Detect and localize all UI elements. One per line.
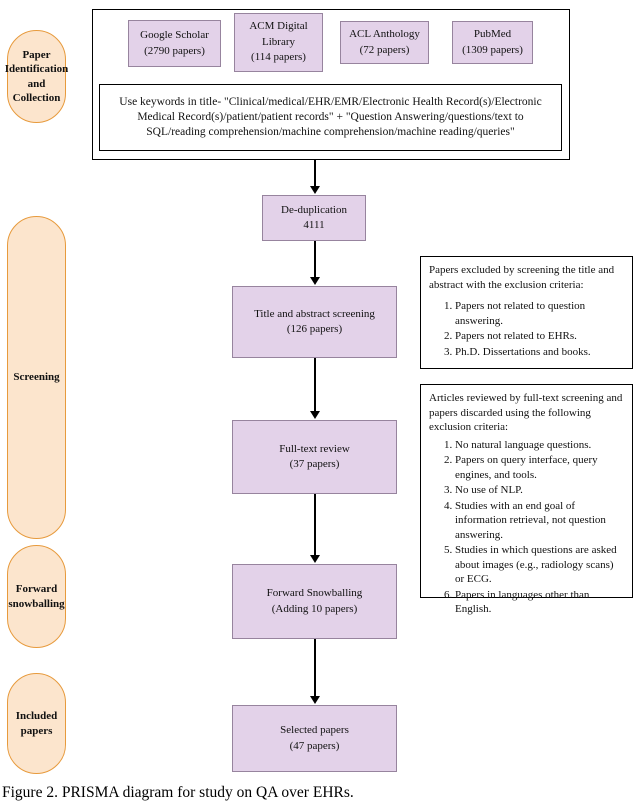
stage-label: Included papers xyxy=(15,710,58,737)
down-arrow xyxy=(314,639,316,697)
keywords-box xyxy=(99,84,562,151)
flow-box-full-text-review xyxy=(232,420,397,494)
flow-box-selected-papers xyxy=(232,705,397,772)
exclusion-list xyxy=(429,299,624,359)
stage-pill-included-papers xyxy=(7,673,66,774)
keywords-text: Use keywords in title- "Clinical/medical/EHR/EMR/Electronic Health Record(s)/Electronic Medical Record(s)/patient/patient records" + "Question Answering/questions/text to SQL/reading comprehension/machine comprehension/machine reading/queries" xyxy=(119,95,542,139)
exclusion-item: 1. Papers not related to question answering. xyxy=(455,299,624,328)
stage-pill-identification xyxy=(4,30,69,123)
source-name: Google Scholar xyxy=(140,29,209,42)
stage-label: Paper Identification and Collection xyxy=(4,48,69,104)
exclusion-item: 3. No use of NLP. xyxy=(455,483,624,498)
exclusion-box-full-text xyxy=(420,384,633,616)
exclusion-box-title-abstract xyxy=(420,256,633,369)
source-count: (114 papers) xyxy=(251,51,306,64)
exclusion-item: 6. Papers in languages other than English. xyxy=(455,588,624,617)
stage-label: Screening xyxy=(13,371,60,384)
down-arrow xyxy=(314,241,316,278)
figure-caption: Figure 2. PRISMA diagram for study on QA over EHRs. xyxy=(2,784,354,801)
exclusion-intro: Papers excluded by screening the title and abstract with the exclusion criteria: xyxy=(429,264,615,291)
source-name: ACL Anthology xyxy=(349,28,420,41)
down-arrow xyxy=(314,494,316,556)
flow-box-title: De-duplication xyxy=(281,203,347,216)
source-box-acl-anthology xyxy=(340,21,429,64)
flow-box-title: Forward Snowballing xyxy=(266,587,363,600)
down-arrow xyxy=(314,160,316,187)
exclusion-item: 1. No natural language questions. xyxy=(455,438,624,453)
flow-box-title-abstract-screening xyxy=(232,286,397,358)
exclusion-item: 4. Studies with an end goal of information retrieval, not question answering. xyxy=(455,499,624,543)
source-box-acm-digital-library xyxy=(234,13,323,72)
flow-box-count: 4111 xyxy=(303,219,325,231)
flow-box-count: (37 papers) xyxy=(289,458,340,470)
flow-box-deduplication xyxy=(262,195,366,241)
source-box-google-scholar xyxy=(128,20,221,67)
source-name: ACM Digital Library xyxy=(249,20,308,48)
flow-box-count: (47 papers) xyxy=(289,739,340,752)
flow-box-title: Title and abstract screening xyxy=(254,307,375,320)
stage-pill-forward-snowballing xyxy=(7,545,66,648)
flow-box-forward-snowballing xyxy=(232,564,397,639)
stage-label: Forward snowballing xyxy=(8,583,65,610)
exclusion-item: 3. Ph.D. Dissertations and books. xyxy=(455,345,624,360)
exclusion-item: 5. Studies in which questions are asked about images (e.g., radiology scans) or ECG. xyxy=(455,543,624,587)
exclusion-list xyxy=(429,438,624,617)
source-count: (72 papers) xyxy=(359,43,410,56)
flow-box-title: Full-text review xyxy=(279,442,350,455)
exclusion-intro: Articles reviewed by full-text screening and papers discarded using the following exclusion criteria: xyxy=(429,392,623,434)
source-count: (1309 papers) xyxy=(462,43,523,56)
down-arrow xyxy=(314,358,316,412)
stage-pill-screening xyxy=(7,216,66,539)
exclusion-item: 2. Papers not related to EHRs. xyxy=(455,329,624,344)
source-name: PubMed xyxy=(473,28,512,41)
flow-box-title: Selected papers xyxy=(280,724,349,737)
source-box-pubmed xyxy=(452,21,533,64)
flow-box-count: (126 papers) xyxy=(286,323,343,335)
source-count: (2790 papers) xyxy=(144,44,205,57)
exclusion-item: 2. Papers on query interface, query engines, and tools. xyxy=(455,453,624,482)
flow-box-count: (Adding 10 papers) xyxy=(271,602,358,615)
